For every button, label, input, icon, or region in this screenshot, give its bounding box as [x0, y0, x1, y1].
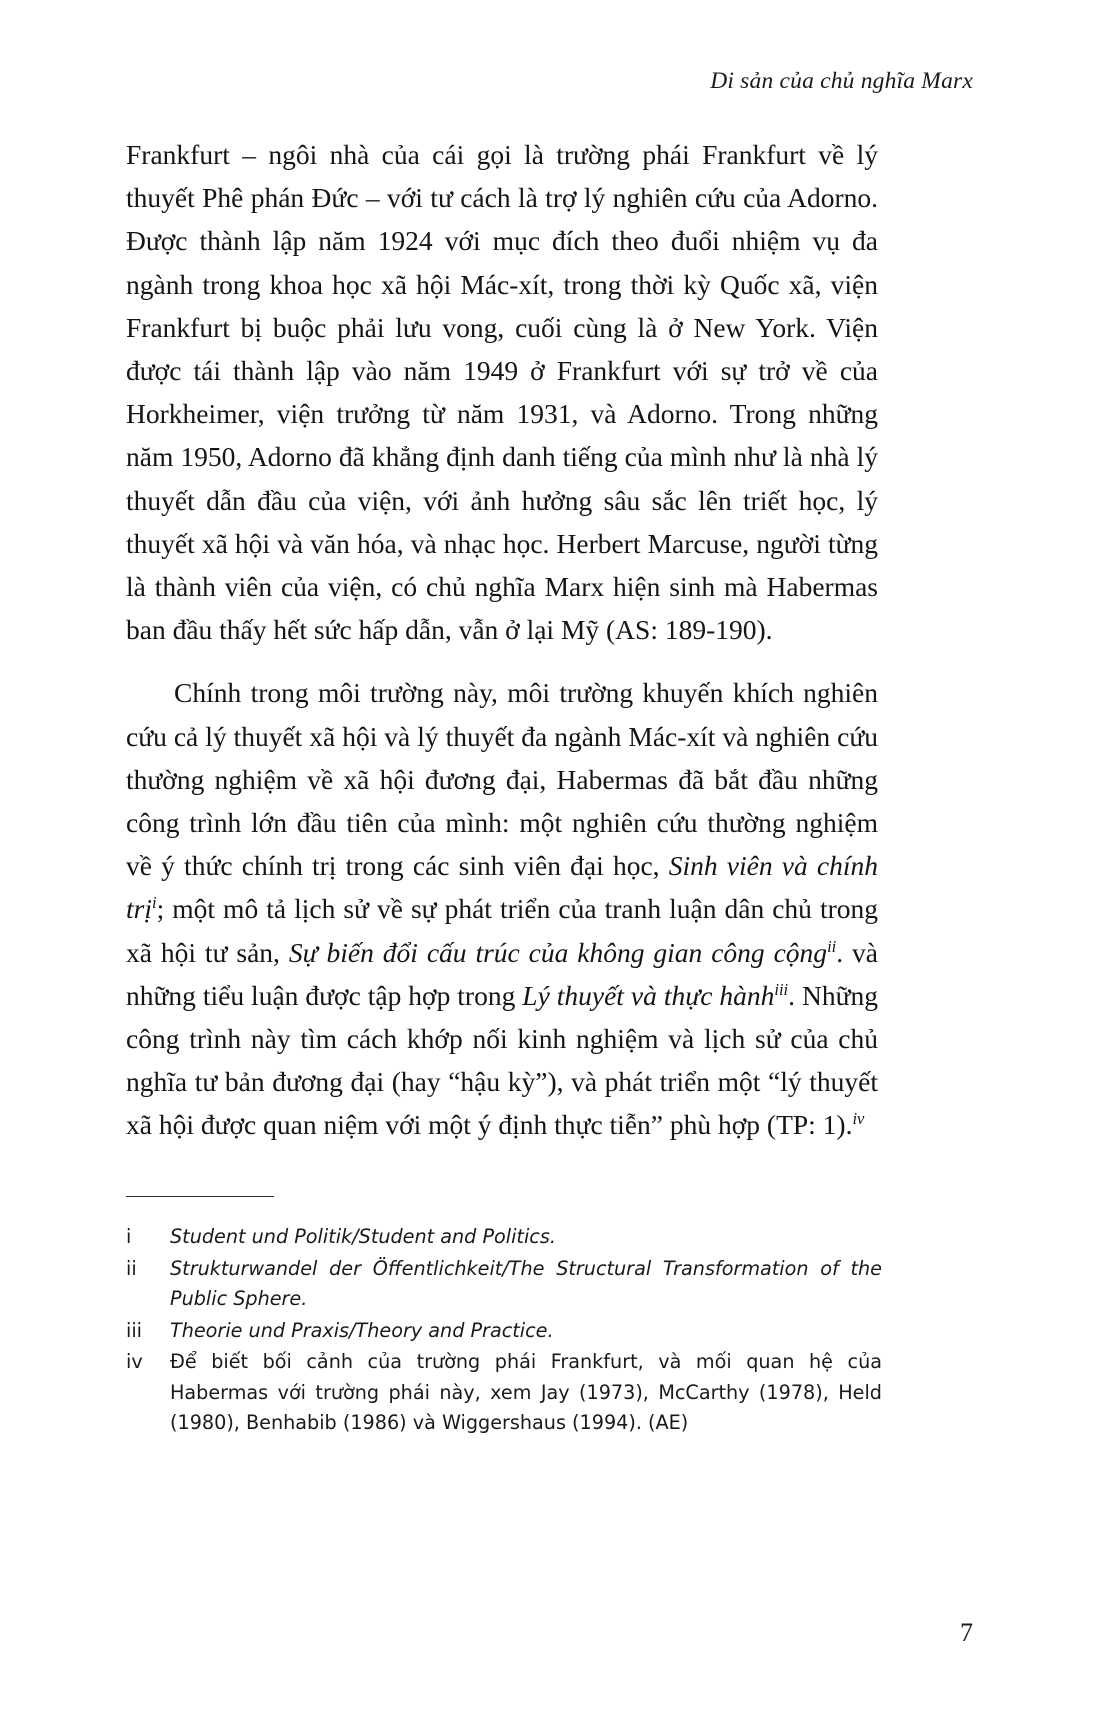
footnote-separator-rule: [126, 1196, 274, 1197]
footnote-marker: iii: [126, 1318, 142, 1342]
page-number: 7: [960, 1618, 973, 1647]
footnotes-block: [126, 1222, 882, 1440]
work-title-sinh-vien-va-chinh-tri: Sinh viên và chính trị: [126, 850, 878, 925]
footnote-ref-i[interactable]: i: [151, 893, 157, 913]
footnote-text: Strukturwandel der Öffentlichkeit/The Structural Transformation of the Public Sphere.: [170, 1256, 882, 1310]
footnote-text: Student und Politik/Student and Politics.: [170, 1225, 556, 1248]
footnote-item: [126, 1347, 882, 1439]
footnote-ref-iii[interactable]: iii: [774, 979, 789, 999]
footnote-ref-ii[interactable]: ii: [827, 936, 837, 956]
body-text-column: [126, 133, 878, 1147]
footnote-marker: i: [126, 1225, 132, 1248]
footnote-item: [126, 1254, 882, 1315]
paragraph-2-segment-4: . Những công trình này tìm cách khớp nối kinh nghiệm và lịch sử của chủ nghĩa tư bản đương đại (hay “hậu kỳ”), và phát triển một “lý thuyết xã hội được quan niệm với một ý định thực tiễn” phù hợp (TP: 1).: [126, 979, 879, 1141]
paragraph-2-segment-3: . và những tiểu luận được tập hợp trong: [126, 936, 878, 1011]
paragraph-2: [126, 671, 878, 1146]
running-head: Di sản của chủ nghĩa Marx: [710, 68, 973, 94]
footnote-item: [126, 1316, 882, 1347]
work-title-ly-thuyet-va-thuc-hanh: Lý thuyết và thực hành: [522, 979, 775, 1011]
work-title-su-bien-doi-cau-truc: Sự biến đổi cấu trúc của không gian công cộng: [288, 936, 828, 968]
paragraph-2-segment-1: Chính trong môi trường này, môi trường khuyến khích nghiên cứu cả lý thuyết xã hội và lý thuyết đa ngành Mác-xít và nghiên cứu thường nghiệm về xã hội đương đại, Habermas đã bắt đầu những công trình lớn đầu tiên của mình: một nghiên cứu thường nghiệm về ý thức chính trị trong các sinh viên đại học,: [126, 677, 878, 882]
footnote-marker: ii: [126, 1256, 137, 1280]
footnote-item: [126, 1222, 882, 1253]
footnote-text: Theorie und Praxis/Theory and Practice.: [170, 1318, 554, 1342]
paragraph-2-segment-2: ; một mô tả lịch sử về sự phát triển của tranh luận dân chủ trong xã hội tư sản,: [126, 893, 878, 968]
footnote-text: Để biết bối cảnh của trường phái Frankfurt, và mối quan hệ của Habermas với trường phái này, xem Jay (1973), McCarthy (1978), Held (1980), Benhabib (1986) và Wiggershaus (1994). (AE): [170, 1350, 882, 1434]
footnote-ref-iv[interactable]: iv: [852, 1109, 865, 1129]
footnote-marker: iv: [126, 1350, 143, 1373]
paragraph-1: Frankfurt – ngôi nhà của cái gọi là trường phái Frankfurt về lý thuyết Phê phán Đức – với tư cách là trợ lý nghiên cứu của Adorno. Được thành lập năm 1924 với mục đích theo đuổi nhiệm vụ đa ngành trong khoa học xã hội Mác-xít, trong thời kỳ Quốc xã, viện Frankfurt bị buộc phải lưu vong, cuối cùng là ở New York. Viện được tái thành lập vào năm 1949 ở Frankfurt với sự trở về của Horkheimer, viện trưởng từ năm 1931, và Adorno. Trong những năm 1950, Adorno đã khẳng định danh tiếng của mình như là nhà lý thuyết dẫn đầu của viện, với ảnh hưởng sâu sắc lên triết học, lý thuyết xã hội và văn hóa, và nhạc học. Herbert Marcuse, người từng là thành viên của viện, có chủ nghĩa Marx hiện sinh mà Habermas ban đầu thấy hết sức hấp dẫn, vẫn ở lại Mỹ (AS: 189-190).: [126, 139, 878, 646]
